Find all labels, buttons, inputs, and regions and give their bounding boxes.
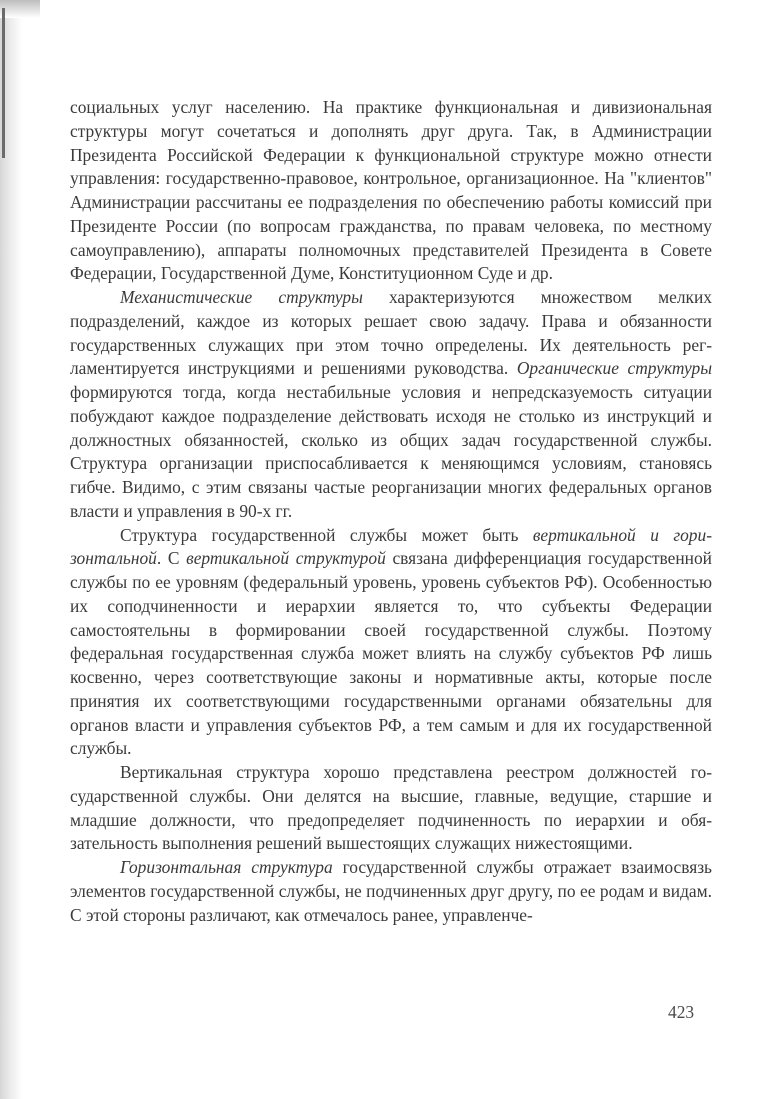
paragraph	[70, 524, 712, 762]
text-run: формируются тогда, когда нестабильные условия и непредсказуемость ситуации побуждают каждое подразделение действовать исходя не столько из инструкций и должностных обязанностей, сколько из общих задач государственной службы. Структура организации приспосабливается к меняющимся условиям, становясь гибче. Видимо, с этим связаны частые реорганизации многих федеральных органов власти и управления в 90-х гг.	[70, 382, 712, 521]
italic-term: вертикальной структурой	[186, 548, 386, 569]
text-run: Структура государственной службы может быть	[120, 524, 533, 545]
paragraph	[70, 286, 712, 524]
paragraph	[70, 761, 712, 856]
italic-term: Органические структуры	[516, 358, 712, 379]
body-text	[70, 96, 712, 927]
text-run: связана дифференциация государственной службы по ее уровням (федеральный уровень, уровень субъектов РФ). Особенностью их соподчиненности и иерархии является то, что субъекты Федерации самостоятельны в формировании своей государственной службы. Поэтому федеральная государственная служба может влиять на службу субъектов РФ лишь косвенно, через соответствующие законы и нормативные акты, которые после принятия их соответствующими государственными органами обязательны для органов власти и управления субъектов РФ, а тем самым и для их государственной службы.	[70, 548, 712, 759]
italic-term: Горизонтальная структура	[120, 857, 333, 877]
italic-term: Механистические структуры	[120, 287, 363, 307]
page-number: 423	[668, 1002, 695, 1022]
text-run: . С	[156, 548, 187, 569]
text-run: Вертикальная структура хорошо представлена реестром должностей государственной службы. Они делятся на высшие, главные, ведущие, старшие и младшие должности, что предопределяет подчиненность по иерархии и обязательность выполнения решений вышестоящих служащих нижестоящими.	[70, 762, 712, 854]
text-run: характеризуются множеством мелких подразделений, каждое из которых решает свою задачу. Права и обязанности государственных служащих при этом точно определены. Их деятельность регламентируется инструкциями и решениями руководства.	[70, 287, 712, 379]
italic-term: вертикальной и горизонтальной	[70, 524, 712, 569]
paragraph	[70, 96, 712, 286]
paragraph	[70, 856, 712, 927]
text-run: социальных услуг населению. На практике функциональная и дивизиональная структуры могут сочетаться и дополнять друг друга. Так, в Администрации Президента Российской Федерации к функциональной структуре можно отнести управления: государственно-правовое, контрольное, организационное. На "клиентов" Администрации рассчитаны ее подразделения по обеспечению работы комиссий при Президенте России (по вопросам гражданства, по правам человека, по местному самоуправлению), аппараты полномочных представителей Президента в Совете Федерации, Государственной Думе, Конституционном Суде и др.	[70, 97, 712, 284]
binding-edge-shadow	[0, 0, 22, 1099]
binding-edge-line	[2, 8, 5, 158]
page-corner-shade	[0, 0, 40, 18]
text-run: государственной службы отражает взаимосвязь элементов государственной службы, не подчиненных друг другу, по ее родам и видам. С этой стороны различают, как отмечалось ранее, управленче-	[70, 857, 712, 925]
